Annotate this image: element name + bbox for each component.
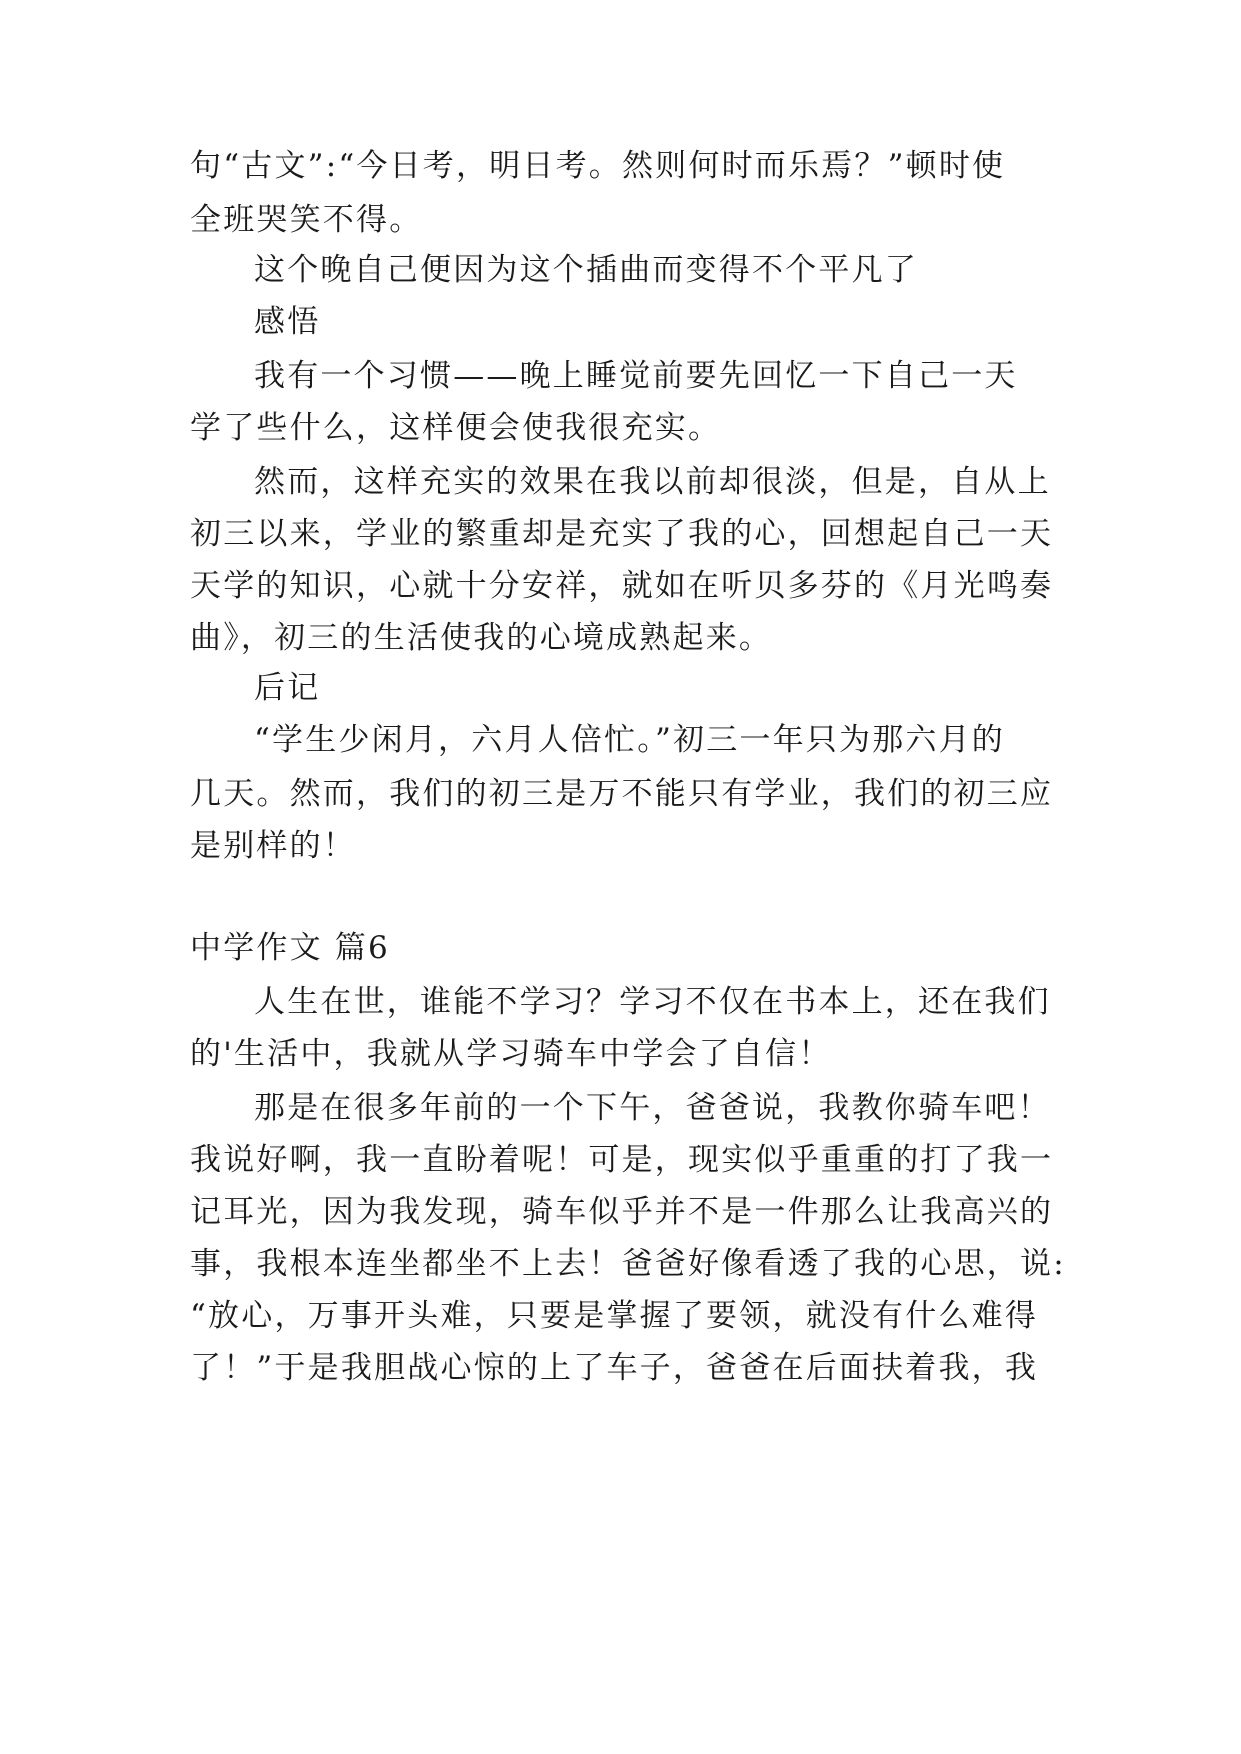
paragraph-line: 全班哭笑不得。 bbox=[190, 202, 423, 238]
paragraph-line: 然而，这样充实的效果在我以前却很淡，但是，自从上 bbox=[254, 464, 1051, 500]
paragraph-line: 曲》，初三的生活使我的心境成熟起来。 bbox=[190, 620, 773, 656]
section-heading: 感悟 bbox=[254, 304, 321, 340]
paragraph-line: 那是在很多年前的一个下午，爸爸说，我教你骑车吧！ bbox=[254, 1090, 1051, 1126]
paragraph-line: 天学的知识，心就十分安祥，就如在听贝多芬的《月光鸣奏 bbox=[190, 568, 1054, 604]
paragraph-line: 的'生活中，我就从学习骑车中学会了自信！ bbox=[190, 1036, 832, 1072]
paragraph-line: 学了些什么，这样便会使我很充实。 bbox=[190, 410, 722, 446]
paragraph-line: 几天。然而，我们的初三是万不能只有学业，我们的初三应 bbox=[190, 776, 1054, 812]
paragraph-line: 了！”于是我胆战心惊的上了车子，爸爸在后面扶着我，我 bbox=[190, 1350, 1039, 1386]
paragraph-line: 句“古文”:“今日考，明日考。然则何时而乐焉？”顿时使 bbox=[190, 148, 1006, 184]
paragraph-line: 我说好啊，我一直盼着呢！可是，现实似乎重重的打了我一 bbox=[190, 1142, 1054, 1178]
paragraph-line: “放心，万事开头难，只要是掌握了要领，就没有什么难得 bbox=[190, 1298, 1039, 1334]
paragraph-line: 记耳光，因为我发现，骑车似乎并不是一件那么让我高兴的 bbox=[190, 1194, 1054, 1230]
paragraph-line: 初三以来，学业的繁重却是充实了我的心，回想起自己一天 bbox=[190, 516, 1054, 552]
article-title: 中学作文 篇6 bbox=[190, 930, 390, 966]
paragraph-line: 我有一个习惯——晚上睡觉前要先回忆一下自己一天 bbox=[254, 358, 1018, 394]
paragraph-line: 是别样的！ bbox=[190, 828, 356, 864]
section-heading: 后记 bbox=[254, 670, 321, 706]
paragraph-line: 这个晚自己便因为这个插曲而变得不个平凡了 bbox=[254, 252, 918, 288]
paragraph-line: 事，我根本连坐都坐不上去！爸爸好像看透了我的心思，说: bbox=[190, 1246, 1066, 1282]
paragraph-line: 人生在世，谁能不学习？学习不仅在书本上，还在我们 bbox=[254, 984, 1051, 1020]
paragraph-line: “学生少闲月，六月人倍忙。”初三一年只为那六月的 bbox=[254, 722, 1005, 758]
